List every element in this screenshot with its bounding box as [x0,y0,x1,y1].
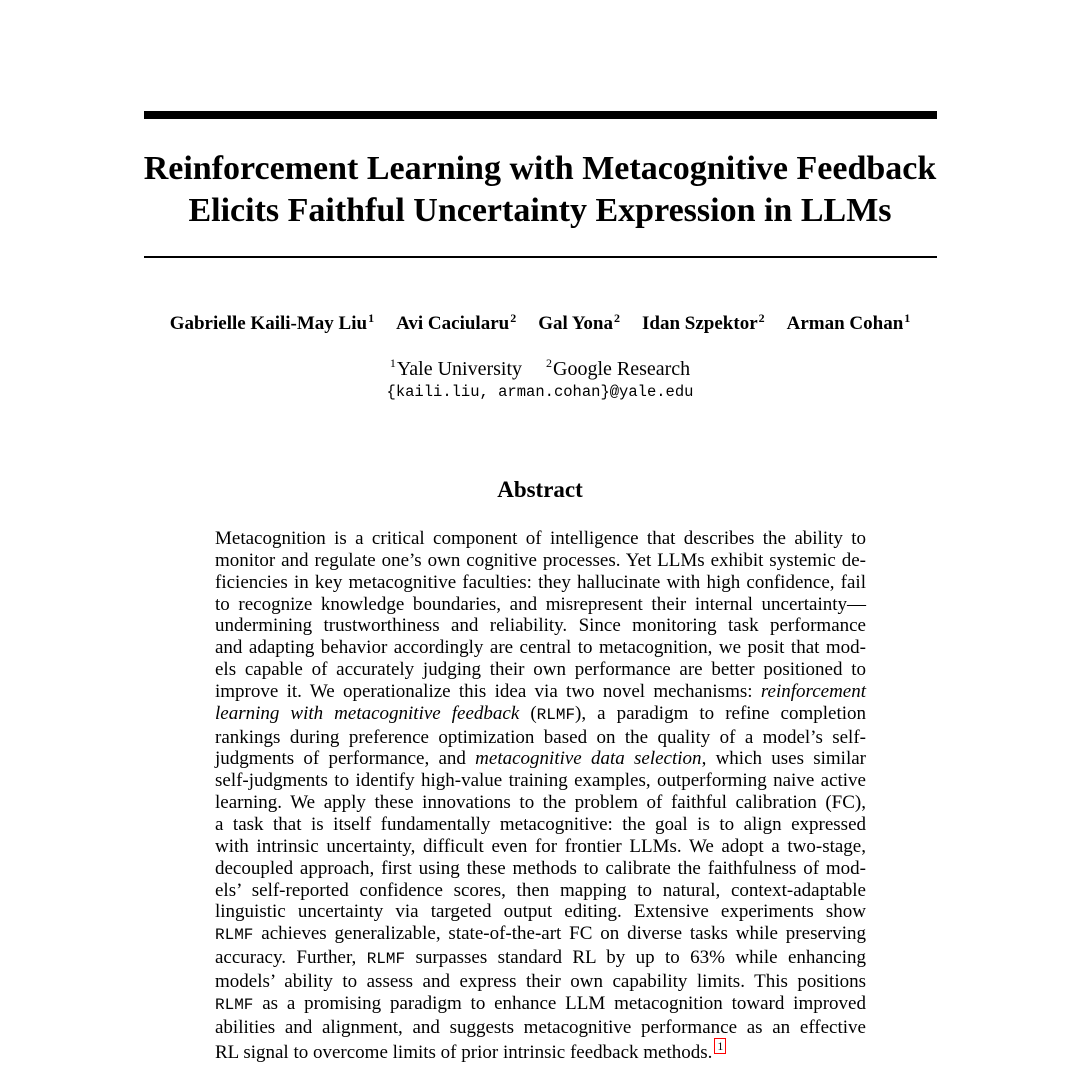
author: Gal Yona$^2$ [538,311,621,334]
paper-title [110,148,970,232]
abstract-line: RL signal to overcome limits of prior intrinsic feedback methods. 1 [215,1038,866,1064]
title-top-rule [144,111,937,119]
abstract-line: els’ self-reported confidence scores, then mapping to natural, context-adaptable [215,879,866,901]
contact-email: {kaili.liu, arman.cohan}@yale.edu [386,383,694,401]
abstract-line: models’ ability to assess and express their own capability limits. This positions [215,970,866,992]
title-bottom-rule [144,256,937,258]
abstract-line: linguistic uncertainty via targeted output editing. Extensive experiments show [215,901,866,923]
abstract-line: self-judgments to identify high-value training examples, outperforming naive active [215,770,866,792]
affiliation: $^2$Google Research [546,356,691,380]
abstract-line: and adapting behavior accordingly are central to metacognition, we posit that mod- [215,637,866,659]
author: Arman Cohan$^1$ [786,311,911,334]
abstract-line: to recognize knowledge boundaries, and misrepresent their internal uncertainty— [215,593,866,615]
rlmf-term: RLMF [215,995,254,1014]
abstract-line: RLMF achieves generalizable, state-of-the-art FC on diverse tasks while preserving [215,923,867,945]
title-line: Reinforcement Learning with Metacognitive Feedback [143,150,937,187]
abstract-line: RLMF as a promising paradigm to enhance LLM metacognition toward improved [215,992,866,1014]
abstract-line: learning. We apply these innovations to the problem of faithful calibration (FC), [215,792,866,814]
abstract-line: ficiencies in key metacognitive faculties: they hallucinate with high confidence, fail [215,571,866,593]
abstract-line: Metacognition is a critical component of intelligence that describes the ability to [215,528,866,549]
rlmf-term: RLMF [536,705,576,724]
title-line: Elicits Faithful Uncertainty Expression in LLMs [188,192,892,229]
affiliations [0,357,1080,381]
abstract-line: judgments of performance, and metacognitive data selection, which uses similar [215,748,866,770]
author: Gabrielle Kaili-May Liu$^1$ [169,311,375,334]
footnote-link[interactable]: 1 [714,1038,726,1054]
abstract-body [215,528,866,1064]
abstract-heading: Abstract [497,477,583,502]
abstract-line: els capable of accurately judging their own performance are better positioned to [215,659,866,681]
abstract-line: learning with metacognitive feedback (RLMF), a paradigm to refine completion [215,702,866,724]
affiliation: $^1$Yale University [389,356,522,380]
abstract-line: a task that is itself fundamentally metacognitive: the goal is to align expressed [215,813,866,835]
author-list [0,311,1080,337]
author: Idan Szpektor$^2$ [642,311,765,334]
rlmf-term: RLMF [366,950,406,969]
abstract-line: rankings during preference optimization based on the quality of a model’s self- [215,726,866,748]
rlmf-term: RLMF [215,926,254,945]
author: Avi Caciularu$^2$ [396,311,517,334]
abstract-line: monitor and regulate one’s own cognitive processes. Yet LLMs exhibit systemic de- [215,549,866,571]
abstract-line: accuracy. Further, RLMF surpasses standard RL by up to 63% while enhancing [215,947,867,969]
abstract-line: with intrinsic uncertainty, difficult even for frontier LLMs. We adopt a two-stage, [215,835,866,857]
abstract-line: improve it. We operationalize this idea via two novel mechanisms: reinforcement [215,680,867,702]
abstract-line: decoupled approach, first using these methods to calibrate the faithfulness of mod- [215,857,866,879]
abstract-line: undermining trustworthiness and reliability. Since monitoring task performance [215,615,866,637]
abstract-line: abilities and alignment, and suggests metacognitive performance as an effective [215,1016,866,1038]
